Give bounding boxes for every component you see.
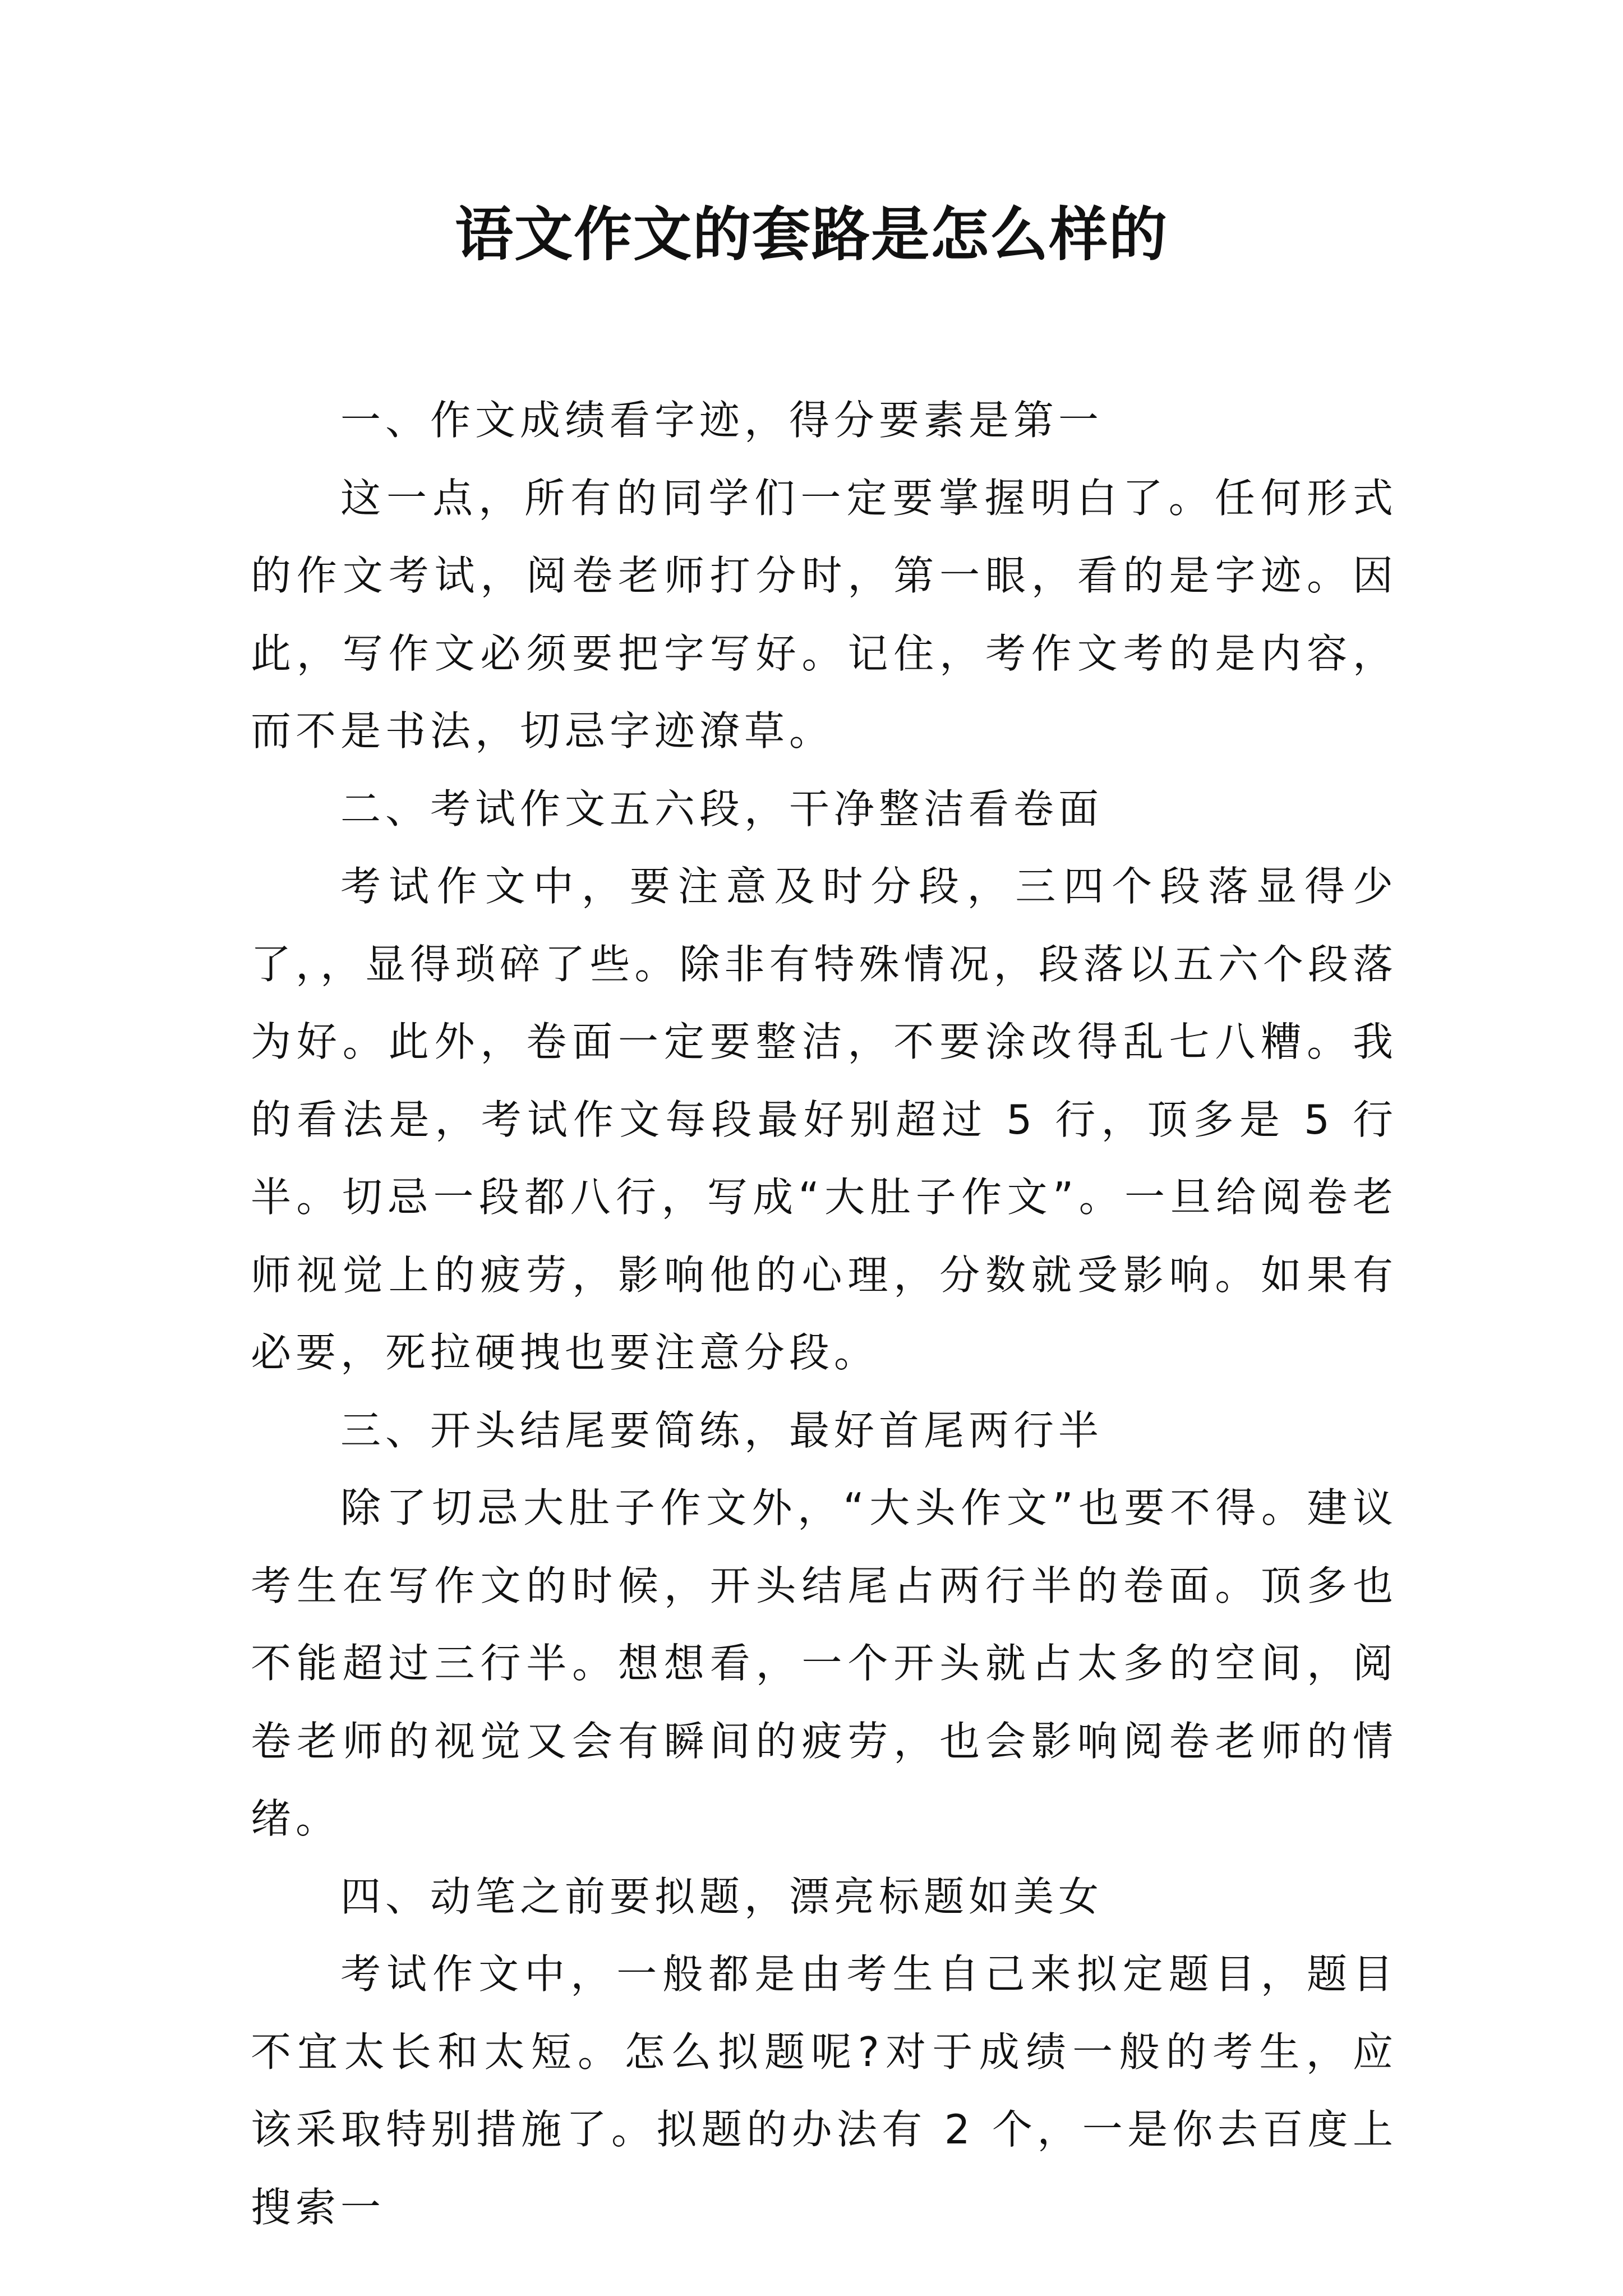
document-title: 语文作文的套路是怎么样的 — [454, 200, 1168, 269]
section-heading-2: 二、考试作文五六段，干净整洁看卷面 — [340, 785, 1104, 832]
body-paragraph-3: 除了切忌大肚子作文外，“大头作文”也要不得。建议考生在写作文的时候，开头结尾占两行半的卷面。顶多也不能超过三行半。想想看，一个开头就占太多的空间，阅卷老师的视觉又会有瞬间的疲劳，也会影响阅卷老师的情绪。 — [251, 1484, 1398, 1842]
body-paragraph-1: 这一点，所有的同学们一定要掌握明白了。任何形式的作文考试，阅卷老师打分时，第一眼，看的是字迹。因此，写作文必须要把字写好。记住，考作文考的是内容，而不是书法，切忌字迹潦草。 — [251, 474, 1398, 754]
section-heading-1: 一、作文成绩看字迹，得分要素是第一 — [340, 397, 1104, 444]
body-paragraph-2: 考试作文中，要注意及时分段，三四个段落显得少了，，显得琐碎了些。除非有特殊情况，段落以五六个段落为好。此外，卷面一定要整洁，不要涂改得乱七八糟。我的看法是，考试作文每段最好别超过 5 行，顶多是 5 行半。切忌一段都八行，写成“大肚子作文”。一旦给阅卷老师视觉上的疲劳，影响他的心理，分数就受影响。如果有必要，死拉硬拽也要注意分段。 — [251, 863, 1398, 1376]
section-heading-4: 四、动笔之前要拟题，漂亮标题如美女 — [340, 1872, 1104, 1920]
body-paragraph-4: 考试作文中，一般都是由考生自己来拟定题目，题目不宜太长和太短。怎么拟题呢?对于成绩一般的考生，应该采取特别措施了。拟题的办法有 2 个，一是你去百度上搜索一 — [251, 1950, 1398, 2231]
document-body — [251, 381, 1398, 2246]
section-heading-3: 三、开头结尾要简练，最好首尾两行半 — [340, 1406, 1104, 1454]
